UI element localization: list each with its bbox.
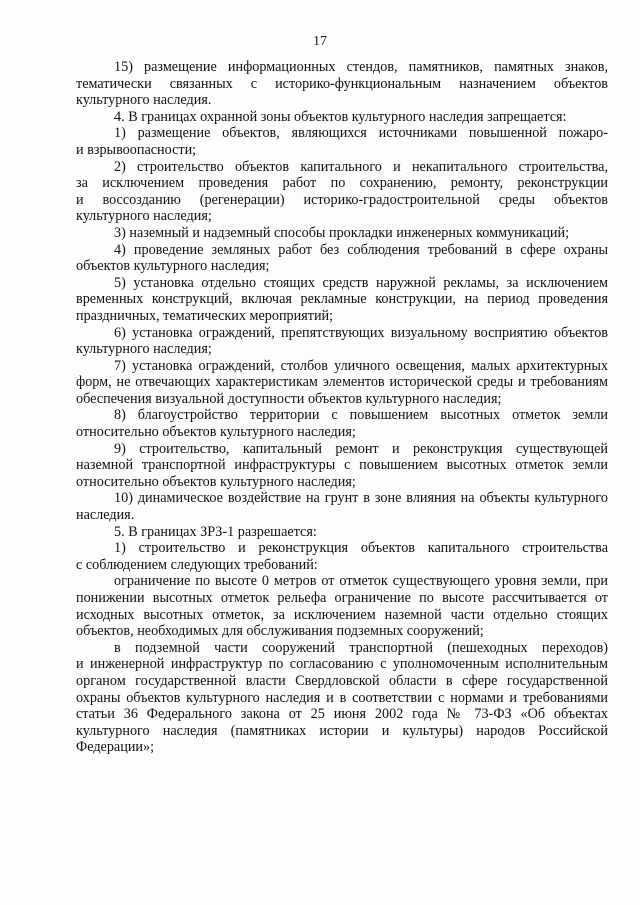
- list-item: 4) проведение земляных работ без соблюдения требований в сфере охраны объектов культурного наследия;: [76, 241, 608, 275]
- document-body: [76, 59, 608, 756]
- page-number: 17: [313, 34, 327, 49]
- requirement-paragraph: в подземной части сооружений транспортной (пешеходных переходов) и инженерной инфраструктур по согласованию с уполномоченным исполнительным органом государственной власти Свердловской области в сфере государственной охраны объектов культурного наследия и в соответствии с нормами и требованиями статьи 36 Федерального закона от 25 июня 2002 года № 73-ФЗ «Об объектах культурного наследия (памятниках истории и культуры) народов Российской Федерации»;: [76, 639, 608, 756]
- paragraph-15-info-stands: 15) размещение информационных стендов, памятников, памятных знаков, тематически связанных с историко-функциональным назначением объектов культурного наследия.: [76, 59, 608, 109]
- list-item: 1) строительство и реконструкция объектов капитального строительства с соблюдением следующих требований:: [76, 540, 608, 573]
- section-4-heading: 4. В границах охранной зоны объектов культурного наследия запрещается:: [114, 108, 567, 125]
- list-item: 10) динамическое воздействие на грунт в зоне влияния на объекты культурного наследия.: [76, 490, 608, 524]
- list-item: 1) размещение объектов, являющихся источниками повышенной пожаро- и взрывоопасности;: [76, 125, 608, 158]
- list-item: 9) строительство, капитальный ремонт и реконструкция существующей наземной транспортной инфраструктуры с повышением высотных отметок земли относительно объектов культурного наследия;: [76, 440, 608, 490]
- list-item: 3) наземный и надземный способы прокладки инженерных коммуникаций;: [114, 224, 570, 241]
- list-item: 5) установка отдельно стоящих средств наружной рекламы, за исключением временных конструкций, включая рекламные конструкции, на период проведения праздничных, тематических мероприятий;: [76, 274, 608, 324]
- list-item: 7) установка ограждений, столбов уличного освещения, малых архитектурных форм, не отвечающих характеристикам элементов исторической среды и требованиям обеспечения визуальной доступности объектов культурного наследия;: [76, 357, 608, 407]
- section-5-heading: 5. В границах ЗРЗ-1 разрешается:: [114, 523, 317, 540]
- list-item: 8) благоустройство территории с повышением высотных отметок земли относительно объектов культурного наследия;: [76, 407, 608, 441]
- requirement-paragraph: ограничение по высоте 0 метров от отметок существующего уровня земли, при понижении высотных отметок рельефа ограничение по высоте рассчитывается от исходных высотных отметок, за исключением наземной части отдельно стоящих объектов, необходимых для обслуживания подземных сооружений;: [76, 573, 608, 640]
- list-item: 2) строительство объектов капитального и некапитального строительства, за исключением проведения работ по сохранению, ремонту, реконструкции и воссозданию (регенерации) историко-градостроительной среды объектов культурного наследия;: [76, 158, 608, 225]
- list-item: 6) установка ограждений, препятствующих визуальному восприятию объектов культурного наследия;: [76, 324, 608, 358]
